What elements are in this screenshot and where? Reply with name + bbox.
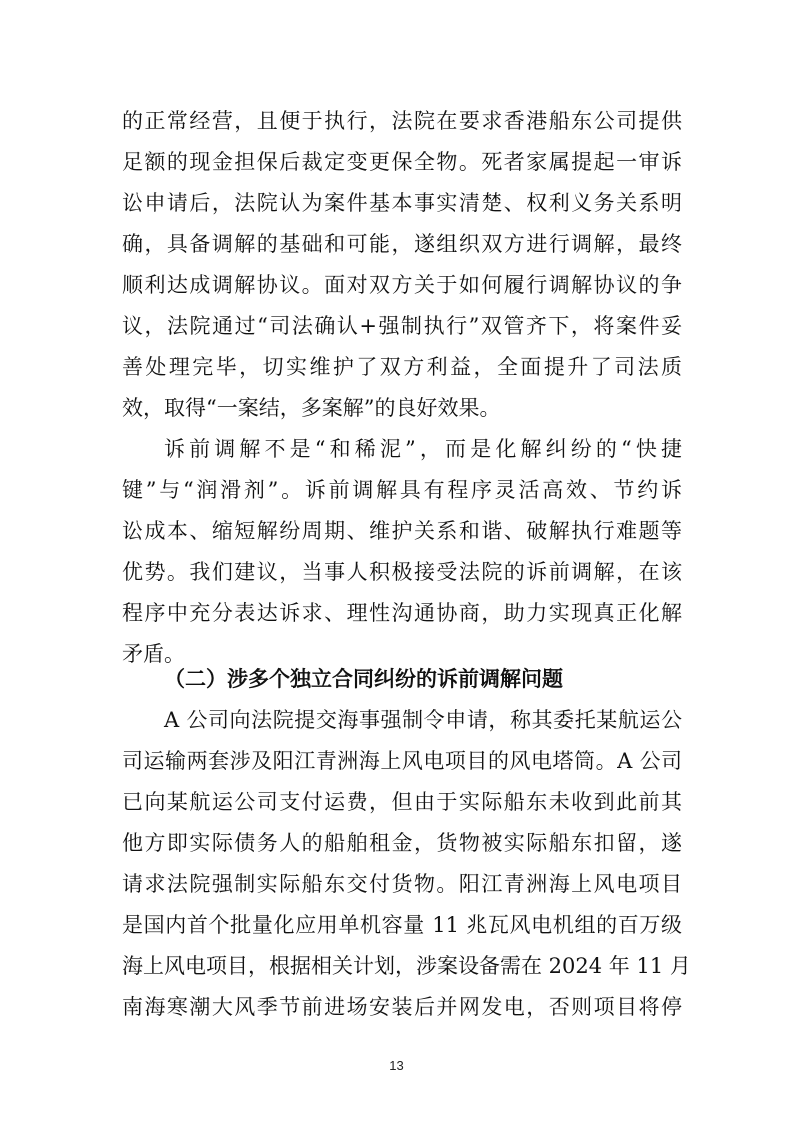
paragraph-1-line-1: 的正常经营，且便于执行，法院在要求香港船东公司提供 xyxy=(122,109,682,133)
paragraph-2-line-6: 矛盾。 xyxy=(122,642,185,666)
paragraph-1-line-3: 讼申请后，法院认为案件基本事实清楚、权利义务关系明 xyxy=(122,191,682,215)
paragraph-2-line-3: 讼成本、缩短解纷周期、维护关系和谐、破解执行难题等 xyxy=(122,519,682,543)
paragraph-3-line-5: 请求法院强制实际船东交付货物。阳江青洲海上风电项目 xyxy=(122,872,682,896)
paragraph-3-line-1: A 公司向法院提交海事强制令申请，称其委托某航运公 xyxy=(164,708,682,732)
paragraph-1-line-4: 确，具备调解的基础和可能，遂组织双方进行调解，最终 xyxy=(122,232,682,256)
paragraph-3-line-7: 海上风电项目，根据相关计划，涉案设备需在 2024 年 11 月 xyxy=(122,954,691,978)
paragraph-2-line-2: 键”与“润滑剂”。诉前调解具有程序灵活高效、节约诉 xyxy=(122,478,682,502)
paragraph-2-line-5: 程序中充分表达诉求、理性沟通协商，助力实现真正化解 xyxy=(122,601,682,625)
paragraph-2-line-4: 优势。我们建议，当事人积极接受法院的诉前调解，在该 xyxy=(122,560,682,584)
paragraph-2-line-1: 诉前调解不是“和稀泥”，而是化解纠纷的“快捷 xyxy=(164,437,682,461)
paragraph-1-line-6: 议，法院通过“司法确认+强制执行”双管齐下，将案件妥 xyxy=(122,314,682,338)
paragraph-3-line-4: 他方即实际债务人的船舶租金，货物被实际船东扣留，遂 xyxy=(122,831,682,855)
paragraph-3-line-2: 司运输两套涉及阳江青洲海上风电项目的风电塔筒。A 公司 xyxy=(122,749,682,773)
paragraph-1-line-7: 善处理完毕，切实维护了双方利益，全面提升了司法质 xyxy=(122,355,682,379)
paragraph-3-line-6: 是国内首个批量化应用单机容量 11 兆瓦风电机组的百万级 xyxy=(122,913,682,937)
paragraph-1-line-8: 效，取得“一案结，多案解”的良好效果。 xyxy=(122,396,501,420)
paragraph-1-line-5: 顺利达成调解协议。面对双方关于如何履行调解协议的争 xyxy=(122,273,682,297)
paragraph-3-line-3: 已向某航运公司支付运费，但由于实际船东未收到此前其 xyxy=(122,790,682,814)
paragraph-1-line-2: 足额的现金担保后裁定变更保全物。死者家属提起一审诉 xyxy=(122,150,682,174)
paragraph-3-line-8: 南海寒潮大风季节前进场安装后并网发电，否则项目将停 xyxy=(122,995,682,1019)
section-heading: （二）涉多个独立合同纠纷的诉前调解问题 xyxy=(164,667,563,691)
page-number: 13 xyxy=(389,1058,404,1073)
